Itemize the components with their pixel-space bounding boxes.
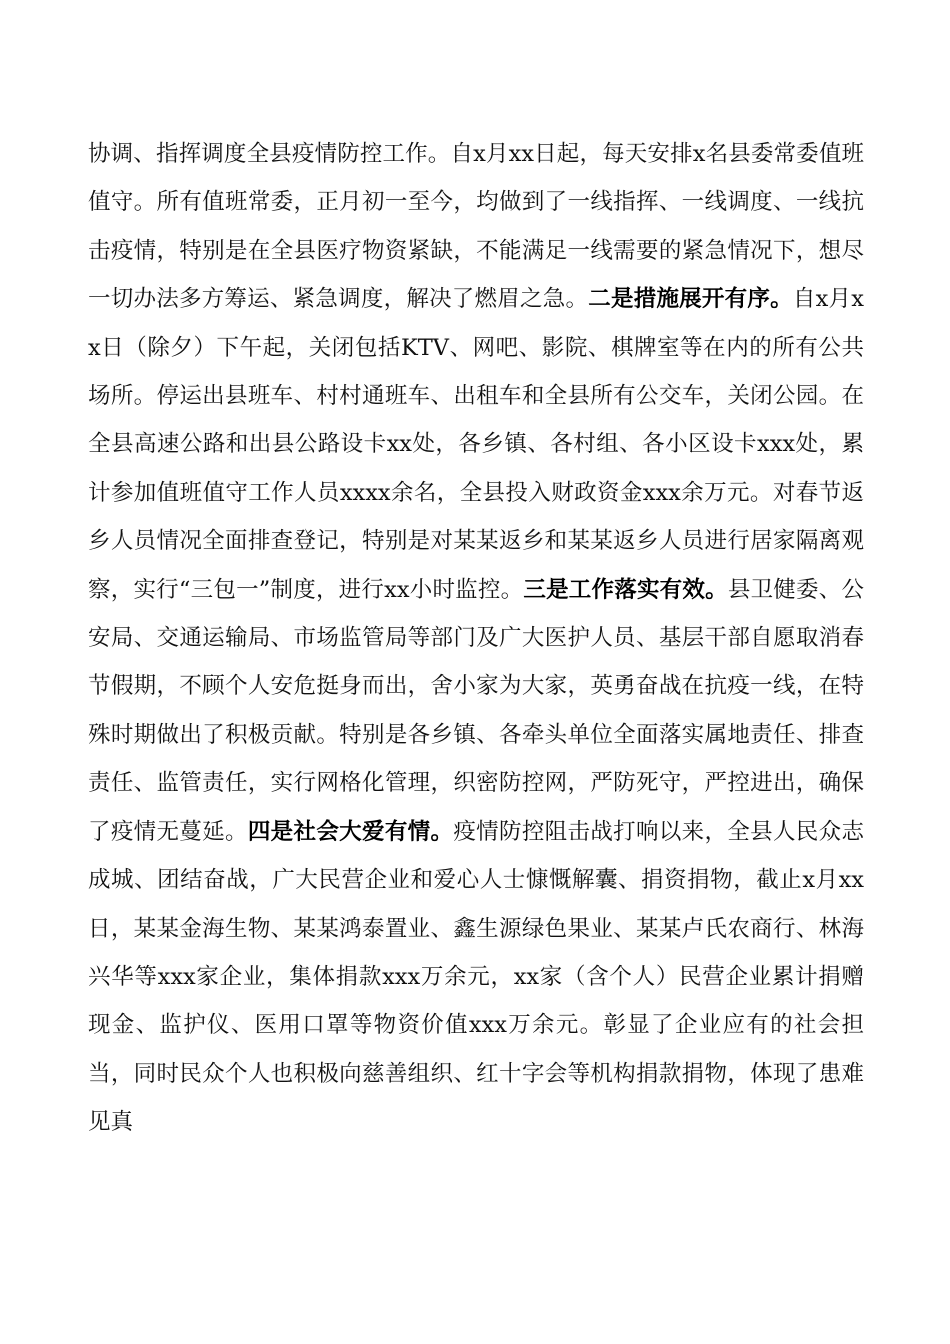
paragraph-text-segment-3: 县卫健委、公安局、交通运输局、市场监管局等部门及广大医护人员、基层干部自愿取消春节假期，不顾个人安危挺身而出，舍小家为大家，英勇奋战在抗疫一线，在特殊时期做出了积极贡献。特别是各乡镇、各牵头单位全面落实属地责任、排查责任、监管责任，实行网格化管理，织密防控网，严防死守，严控进出，确保了疫情无蔓延。 (88, 576, 864, 845)
paragraph-text-segment-2: 自x月xx日（除夕）下午起，关闭包括KTV、网吧、影院、棋牌室等在内的所有公共场所。停运出县班车、村村通班车、出租车和全县所有公交车，关闭公园。在全县高速公路和出县公路设卡xx处，各乡镇、各村组、各小区设卡xxx处，累计参加值班值守工作人员xxxx余名，全县投入财政资金xxx余万元。对春节返乡人员情况全面排查登记，特别是对某某返乡和某某返乡人员进行居家隔离观察，实行“三包一”制度，进行xx小时监控。 (88, 286, 864, 603)
point-two-heading: 二是措施展开有序。 (588, 286, 793, 313)
point-three-heading: 三是工作落实有效。 (523, 576, 728, 603)
point-four-heading: 四是社会大爱有情。 (247, 818, 454, 845)
paragraph-text-segment-1: 协调、指挥调度全县疫情防控工作。自x月xx日起，每天安排x名县委常委值班值守。所有值班常委，正月初一至今，均做到了一线指挥、一线调度、一线抗击疫情，特别是在全县医疗物资紧缺，不能满足一线需要的紧急情况下，想尽一切办法多方筹运、紧急调度，解决了燃眉之急。 (88, 141, 864, 313)
paragraph-text-segment-4: 疫情防控阻击战打响以来，全县人民众志成城、团结奋战，广大民营企业和爱心人士慷慨解囊、捐资捐物，截止x月xx日，某某金海生物、某某鸿泰置业、鑫生源绿色果业、某某卢氏农商行、林海兴华等xxx家企业，集体捐款xxx万余元，xx家（含个人）民营企业累计捐赠现金、监护仪、医用口罩等物资价值xxx万余元。彰显了企业应有的社会担当，同时民众个人也积极向慈善组织、红十字会等机构捐款捐物，体现了患难见真 (88, 818, 864, 1136)
body-paragraph (88, 130, 864, 1147)
